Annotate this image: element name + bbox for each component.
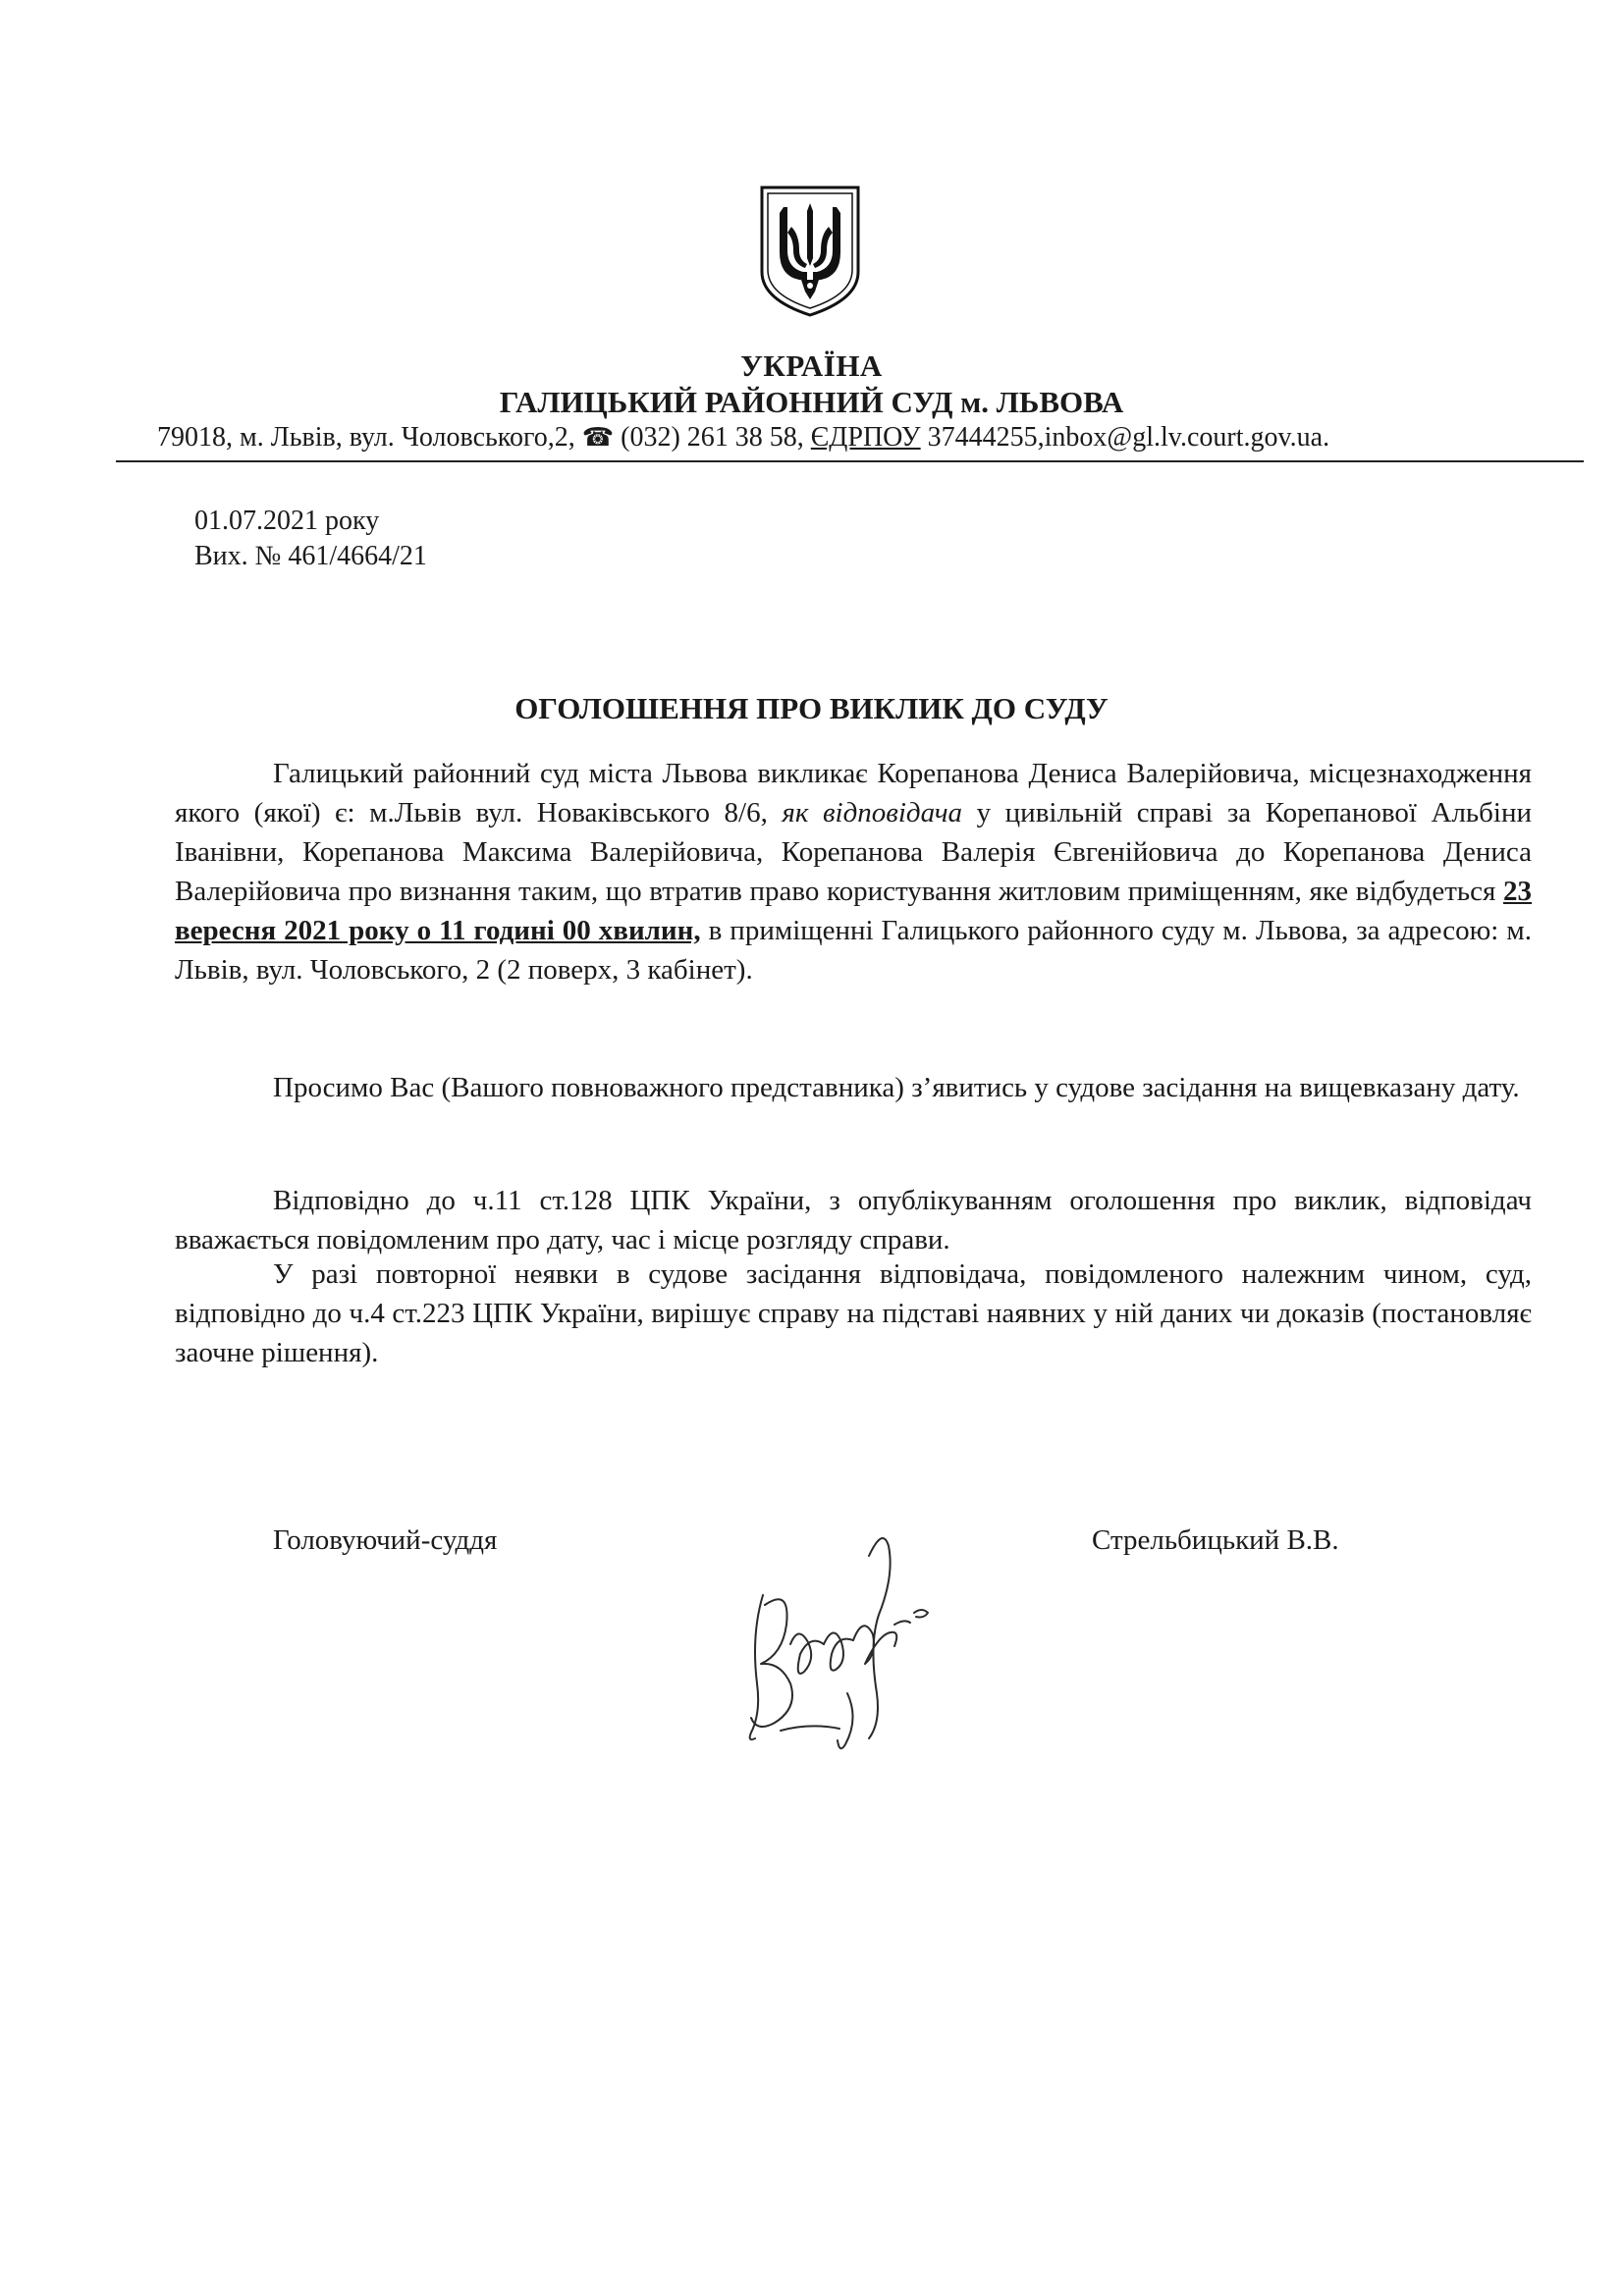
- court-name-title: ГАЛИЦЬКИЙ РАЙОННИЙ СУД м. ЛЬВОВА: [499, 385, 1124, 419]
- phone-number: (032) 261 38 58,: [621, 422, 811, 453]
- judge-name: Стрельбицький В.В.: [1092, 1524, 1339, 1556]
- outgoing-number: Вих. № 461/4664/21: [194, 541, 427, 571]
- document-date: 01.07.2021 року: [194, 506, 380, 536]
- summons-text-b: у цивільній справі за Корепанової Альбіни Іванівни, Корепанова Максима Валерійовича, Корепанова Валерія Євгенійовича до Корепанова Дениса Валерійовича про визнання таким, що втратив право користування житловим приміщенням, яке відбудеться: [175, 797, 1532, 907]
- header-divider: [116, 460, 1584, 462]
- summons-text-c: в приміщенні Галицького районного суду м. Львова, за адресою: м. Львів, вул. Чоловського, 2 (2 поверх, 3 кабінет).: [175, 915, 1532, 986]
- country-title: УКРАЇНА: [740, 348, 883, 383]
- court-address-line: [157, 422, 1571, 454]
- defendant-role: як відповідача: [782, 797, 963, 828]
- hearing-datetime: 23 вересня 2021 року о 11 годині 00 хвилин,: [175, 876, 1532, 946]
- notification-paragraph: Відповідно до ч.11 ст.128 ЦПК України, з опублікуванням оголошення про виклик, відповідач вважається повідомленим про дату, час і місце розгляду справи.: [175, 1185, 1532, 1255]
- judge-role: Головуючий-суддя: [273, 1524, 498, 1556]
- document-heading: ОГОЛОШЕННЯ ПРО ВИКЛИК ДО СУДУ: [514, 691, 1109, 725]
- trident-coat-of-arms-icon: [756, 182, 864, 319]
- summons-text-a: Галицький районний суд міста Львова викликає Корепанова Дениса Валерійовича, місцезнаходження якого (якої) є: м.Львів вул. Новаківського 8/6,: [175, 758, 1532, 828]
- handwritten-signature: [722, 1497, 947, 1762]
- edrpou-label: ЄДРПОУ: [810, 422, 921, 453]
- summons-paragraph: [175, 754, 1532, 989]
- court-email: inbox@gl.lv.court.gov.ua.: [1044, 422, 1330, 453]
- document-meta: [194, 504, 427, 574]
- telephone-icon: ☎: [581, 423, 615, 452]
- address-text: 79018, м. Львів, вул. Чоловського,2,: [157, 422, 582, 453]
- edrpou-value: 37444255,: [920, 422, 1045, 453]
- appearance-request-paragraph: Просимо Вас (Вашого повноважного представника) з’явитись у судове засідання на вищевказану дату.: [273, 1072, 1520, 1103]
- default-judgment-paragraph: У разі повторної неявки в судове засідання відповідача, повідомленого належним чином, суд, відповідно до ч.4 ст.223 ЦПК України, вирішує справу на підставі наявних у ній даних чи доказів (постановляє заочне рішення).: [175, 1258, 1532, 1368]
